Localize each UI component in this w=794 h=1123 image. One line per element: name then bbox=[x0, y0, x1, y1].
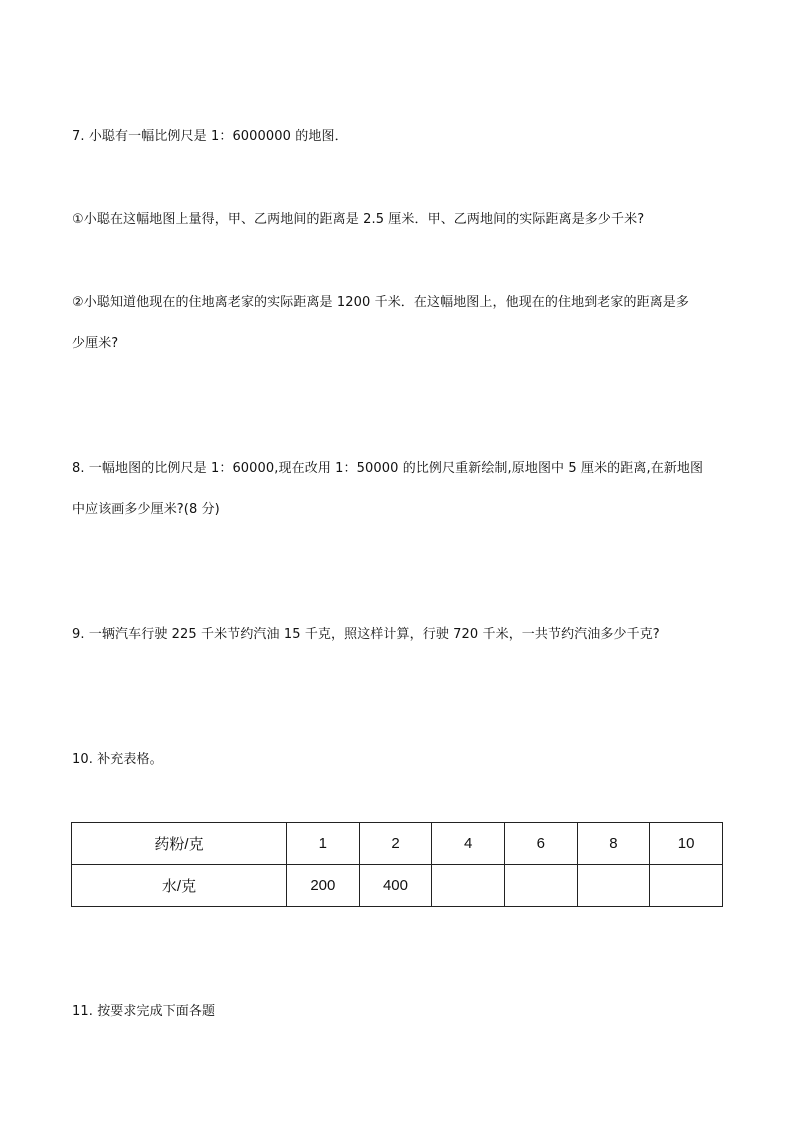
question-8-line-1: 8. 一幅地图的比例尺是 1：60000,现在改用 1：50000 的比例尺重新绘制,原地图中 5 厘米的距离,在新地图 bbox=[72, 461, 704, 476]
ratio-table bbox=[71, 822, 723, 907]
question-7-part-1: ①小聪在这幅地图上量得，甲、乙两地间的距离是 2.5 厘米．甲、乙两地间的实际距离是多少千米? bbox=[72, 212, 645, 227]
question-7-intro: 7. 小聪有一幅比例尺是 1：6000000 的地图． bbox=[72, 129, 348, 144]
table-row-water bbox=[72, 865, 723, 907]
table-cell: 2 bbox=[359, 823, 432, 865]
table-cell: 400 bbox=[359, 865, 432, 907]
table-cell: 8 bbox=[577, 823, 650, 865]
table-cell-label-water: 水/克 bbox=[72, 865, 287, 907]
table-cell: 10 bbox=[650, 823, 723, 865]
table-cell-blank[interactable] bbox=[650, 865, 723, 907]
table-row-powder bbox=[72, 823, 723, 865]
question-10: 10. 补充表格。 bbox=[72, 752, 163, 767]
table-cell-blank[interactable] bbox=[504, 865, 577, 907]
table-cell-label-powder: 药粉/克 bbox=[72, 823, 287, 865]
table-cell: 1 bbox=[287, 823, 360, 865]
question-9: 9. 一辆汽车行驶 225 千米节约汽油 15 千克，照这样计算，行驶 720 千米，一共节约汽油多少千克? bbox=[72, 627, 660, 642]
question-7-part-2-line-1: ②小聪知道他现在的住地离老家的实际距离是 1200 千米．在这幅地图上，他现在的住地到老家的距离是多 bbox=[72, 295, 690, 310]
table-cell-blank[interactable] bbox=[432, 865, 505, 907]
table-cell: 6 bbox=[504, 823, 577, 865]
question-7-part-2-line-2: 少厘米? bbox=[72, 336, 119, 351]
table-cell: 4 bbox=[432, 823, 505, 865]
table-cell-blank[interactable] bbox=[577, 865, 650, 907]
question-8-line-2: 中应该画多少厘米?(8 分) bbox=[72, 502, 220, 517]
question-11: 11. 按要求完成下面各题 bbox=[72, 1004, 216, 1019]
table-cell: 200 bbox=[287, 865, 360, 907]
